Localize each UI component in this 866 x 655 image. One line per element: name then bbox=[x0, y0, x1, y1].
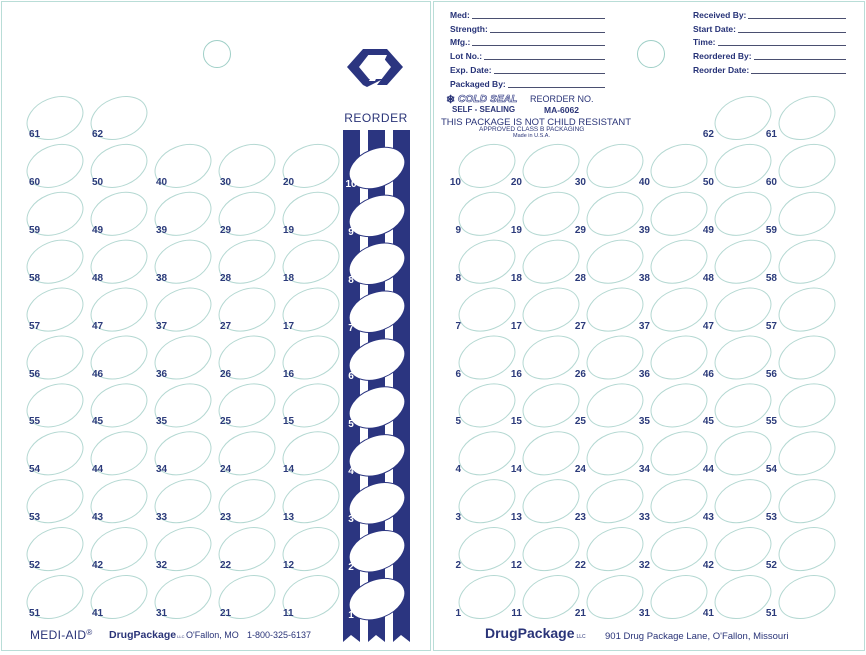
registered-mark: ® bbox=[86, 628, 93, 637]
form-field-label: Reordered By: bbox=[693, 51, 752, 62]
form-field-line[interactable] bbox=[508, 87, 605, 88]
form-field-label: Received By: bbox=[693, 10, 747, 20]
left-company-name: DrugPackage bbox=[109, 629, 177, 641]
cavity-number: 10 bbox=[449, 176, 461, 188]
right-footer-company bbox=[485, 625, 586, 641]
form-field-line[interactable] bbox=[738, 32, 846, 33]
form-field-label: Start Date: bbox=[693, 23, 736, 34]
form-field-line[interactable] bbox=[754, 59, 846, 60]
cavity-number: 17 bbox=[510, 320, 522, 332]
form-field-label: Med: bbox=[450, 10, 470, 20]
cavity-number: 27 bbox=[220, 320, 232, 332]
reorder-strip-number: 8 bbox=[348, 274, 354, 286]
cavity-number: 37 bbox=[638, 320, 650, 332]
cavity-number: 53 bbox=[29, 512, 41, 524]
cavity-number: 33 bbox=[638, 512, 650, 524]
form-field-line[interactable] bbox=[748, 18, 846, 19]
cavity-number: 54 bbox=[29, 464, 41, 476]
cavity-number: 36 bbox=[638, 368, 650, 380]
cavity-number: 61 bbox=[765, 129, 777, 140]
cavity-number: 28 bbox=[220, 272, 232, 284]
cavity-number: 28 bbox=[574, 272, 586, 284]
cavity-number: 58 bbox=[765, 272, 777, 284]
form-field-line[interactable] bbox=[484, 59, 605, 60]
cavity-number: 2 bbox=[455, 560, 461, 572]
right-company-name: DrugPackage bbox=[485, 625, 575, 641]
cavity-number: 47 bbox=[702, 320, 714, 332]
cavity-number: 11 bbox=[511, 608, 522, 619]
right-company-suffix: LLC bbox=[576, 634, 586, 640]
cavity-number: 3 bbox=[455, 512, 461, 524]
made-in-label: Made in U.S.A. bbox=[513, 133, 550, 139]
blister-cavity bbox=[773, 184, 842, 243]
cavity-number: 14 bbox=[510, 464, 522, 476]
cavity-number: 36 bbox=[156, 368, 168, 380]
cavity-number: 54 bbox=[765, 464, 777, 476]
cavity-number: 31 bbox=[638, 608, 650, 619]
form-field-line[interactable] bbox=[472, 18, 605, 19]
reorder-strip-number: 7 bbox=[348, 322, 354, 334]
cavity-number: 61 bbox=[29, 129, 41, 140]
cavity-number: 55 bbox=[765, 416, 777, 428]
blister-cavity bbox=[773, 136, 842, 195]
approved-packaging-note: APPROVED CLASS B PACKAGING bbox=[479, 126, 585, 133]
cavity-number: 15 bbox=[510, 416, 522, 428]
cavity-number: 18 bbox=[283, 272, 295, 284]
cavity-number: 4 bbox=[455, 464, 461, 476]
cavity-number: 9 bbox=[455, 224, 461, 236]
cavity-number: 62 bbox=[92, 129, 104, 140]
reorder-strip-number: 5 bbox=[348, 418, 354, 430]
cavity-number: 57 bbox=[29, 320, 41, 332]
snowflake-icon: ❄ bbox=[446, 94, 456, 106]
reorder-strip-number: 6 bbox=[348, 370, 354, 382]
cavity-number: 57 bbox=[765, 320, 777, 332]
cavity-number: 22 bbox=[574, 560, 586, 572]
blister-cavity bbox=[773, 472, 842, 531]
cavity-number: 49 bbox=[92, 224, 104, 236]
cavity-number: 40 bbox=[638, 176, 650, 188]
reorder-number: MA-6062 bbox=[544, 105, 579, 115]
cavity-number: 45 bbox=[92, 416, 104, 428]
cavity-number: 20 bbox=[283, 176, 295, 188]
cavity-number: 15 bbox=[283, 416, 295, 428]
cavity-number: 35 bbox=[638, 416, 650, 428]
form-field-label: Mfg.: bbox=[450, 37, 471, 48]
cavity-number: 23 bbox=[574, 512, 586, 524]
cavity-number: 29 bbox=[574, 224, 586, 236]
blister-cavity bbox=[773, 520, 842, 579]
blister-cavity bbox=[773, 280, 842, 339]
form-field-line[interactable] bbox=[718, 45, 846, 46]
cavity-number: 48 bbox=[702, 272, 714, 284]
form-field-label: Packaged By: bbox=[450, 78, 506, 89]
cavity-number: 51 bbox=[29, 608, 41, 619]
cavity-number: 33 bbox=[156, 512, 168, 524]
cavity-number: 17 bbox=[283, 320, 295, 332]
cavity-number: 7 bbox=[455, 320, 461, 332]
cavity-number: 58 bbox=[29, 272, 41, 284]
cavity-number: 24 bbox=[220, 464, 232, 476]
cavity-number: 44 bbox=[92, 464, 104, 476]
blister-cavity bbox=[773, 424, 842, 483]
cavity-number: 26 bbox=[220, 368, 232, 380]
cavity-number: 25 bbox=[574, 416, 586, 428]
medi-aid-brand bbox=[30, 628, 93, 642]
cavity-number: 16 bbox=[510, 368, 522, 380]
cavity-number: 27 bbox=[574, 320, 586, 332]
left-company-suffix: LLC bbox=[177, 634, 185, 639]
cavity-number: 59 bbox=[29, 224, 41, 236]
blister-cavity bbox=[773, 328, 842, 387]
cavity-number: 49 bbox=[702, 224, 714, 236]
cavity-number: 39 bbox=[638, 224, 650, 236]
cavity-number: 42 bbox=[92, 560, 104, 572]
form-field-label: Lot No.: bbox=[450, 51, 483, 62]
cavity-number: 44 bbox=[702, 464, 714, 476]
form-field-line[interactable] bbox=[472, 45, 605, 46]
cavity-number: 13 bbox=[510, 512, 522, 524]
left-footer-location: O'Fallon, MO bbox=[186, 630, 239, 640]
cavity-number: 11 bbox=[283, 608, 294, 619]
form-field-label: Strength: bbox=[450, 23, 488, 34]
cavity-number: 34 bbox=[638, 464, 650, 476]
cavity-number: 42 bbox=[702, 560, 714, 572]
cavity-number: 12 bbox=[510, 560, 522, 572]
cavity-number: 31 bbox=[156, 608, 168, 619]
cavity-number: 55 bbox=[29, 416, 41, 428]
cavity-number: 19 bbox=[510, 224, 522, 236]
child-resistance-warning: THIS PACKAGE IS NOT CHILD RESISTANT bbox=[441, 117, 632, 128]
cavity-number: 52 bbox=[29, 560, 41, 572]
cavity-number: 20 bbox=[510, 176, 522, 188]
reorder-strip-number: 3 bbox=[348, 514, 354, 526]
cavity-number: 41 bbox=[92, 608, 104, 619]
reorder-strip-number: 9 bbox=[348, 226, 354, 238]
drugpackage-logo-icon bbox=[343, 45, 407, 91]
form-field-label: Time: bbox=[693, 37, 716, 48]
cavity-number: 21 bbox=[574, 608, 586, 619]
cavity-number: 1 bbox=[455, 608, 461, 619]
hanger-hole-right bbox=[637, 40, 665, 68]
cavity-number: 18 bbox=[510, 272, 522, 284]
blister-cavity bbox=[773, 376, 842, 435]
reorder-heading: REORDER bbox=[344, 111, 408, 125]
cold-seal-label: COLD SEAL bbox=[458, 94, 518, 105]
cavity-number: 29 bbox=[220, 224, 232, 236]
cavity-number: 37 bbox=[156, 320, 168, 332]
right-footer-address: 901 Drug Package Lane, O'Fallon, Missouri bbox=[605, 631, 789, 642]
cavity-number: 41 bbox=[702, 608, 714, 619]
cavity-number: 13 bbox=[283, 512, 295, 524]
cavity-number: 47 bbox=[92, 320, 104, 332]
cavity-number: 40 bbox=[156, 176, 168, 188]
form-field-label: Exp. Date: bbox=[450, 64, 492, 75]
cavity-number: 56 bbox=[29, 368, 41, 380]
cavity-number: 38 bbox=[156, 272, 168, 284]
cavity-number: 26 bbox=[574, 368, 586, 380]
cavity-number: 59 bbox=[765, 224, 777, 236]
cavity-number: 19 bbox=[283, 224, 295, 236]
cavity-number: 34 bbox=[156, 464, 168, 476]
reorder-strip-number: 10 bbox=[345, 179, 357, 190]
blister-cavity bbox=[773, 89, 842, 148]
reorder-strip-number: 1 bbox=[348, 610, 354, 622]
cavity-number: 51 bbox=[765, 608, 777, 619]
cavity-number: 30 bbox=[574, 176, 586, 188]
cavity-number: 25 bbox=[220, 416, 232, 428]
medi-aid-brand-text: MEDI-AID bbox=[30, 628, 87, 642]
cavity-number: 52 bbox=[765, 560, 777, 572]
left-footer-phone: 1-800-325-6137 bbox=[247, 630, 312, 640]
cavity-number: 14 bbox=[283, 464, 295, 476]
reorder-number-label: REORDER NO. bbox=[530, 94, 594, 104]
form-field-label: Reorder Date: bbox=[693, 64, 750, 75]
cavity-number: 38 bbox=[638, 272, 650, 284]
cavity-number: 32 bbox=[638, 560, 650, 572]
cavity-number: 23 bbox=[220, 512, 232, 524]
cavity-number: 43 bbox=[92, 512, 104, 524]
cavity-number: 60 bbox=[765, 176, 777, 188]
cavity-number: 43 bbox=[702, 512, 714, 524]
form-field-line[interactable] bbox=[494, 73, 605, 74]
cavity-number: 46 bbox=[92, 368, 104, 380]
cavity-number: 48 bbox=[92, 272, 104, 284]
cavity-number: 30 bbox=[220, 176, 232, 188]
form-field-line[interactable] bbox=[751, 73, 846, 74]
blister-cavity bbox=[773, 568, 842, 627]
cavity-number: 12 bbox=[283, 560, 295, 572]
reorder-strip-number: 2 bbox=[348, 562, 354, 574]
cavity-number: 6 bbox=[455, 368, 461, 380]
cavity-number: 45 bbox=[702, 416, 714, 428]
cavity-number: 22 bbox=[220, 560, 232, 572]
cavity-number: 32 bbox=[156, 560, 168, 572]
cavity-number: 21 bbox=[220, 608, 232, 619]
reorder-strip-number: 4 bbox=[348, 466, 354, 478]
blister-cavity bbox=[773, 232, 842, 291]
cavity-number: 16 bbox=[283, 368, 295, 380]
cavity-number: 60 bbox=[29, 176, 41, 188]
cavity-number: 39 bbox=[156, 224, 168, 236]
cavity-number: 5 bbox=[455, 416, 461, 428]
form-field-line[interactable] bbox=[490, 32, 605, 33]
cavity-number: 56 bbox=[765, 368, 777, 380]
cavity-number: 24 bbox=[574, 464, 586, 476]
self-sealing-label: SELF - SEALING bbox=[452, 105, 516, 114]
hanger-hole-left bbox=[203, 40, 231, 68]
left-footer-company bbox=[109, 629, 184, 641]
cavity-number: 50 bbox=[702, 176, 714, 188]
cavity-number: 62 bbox=[702, 129, 714, 140]
cavity-number: 35 bbox=[156, 416, 168, 428]
cavity-number: 8 bbox=[455, 272, 461, 284]
cavity-number: 50 bbox=[92, 176, 104, 188]
cavity-number: 53 bbox=[765, 512, 777, 524]
cavity-number: 46 bbox=[702, 368, 714, 380]
